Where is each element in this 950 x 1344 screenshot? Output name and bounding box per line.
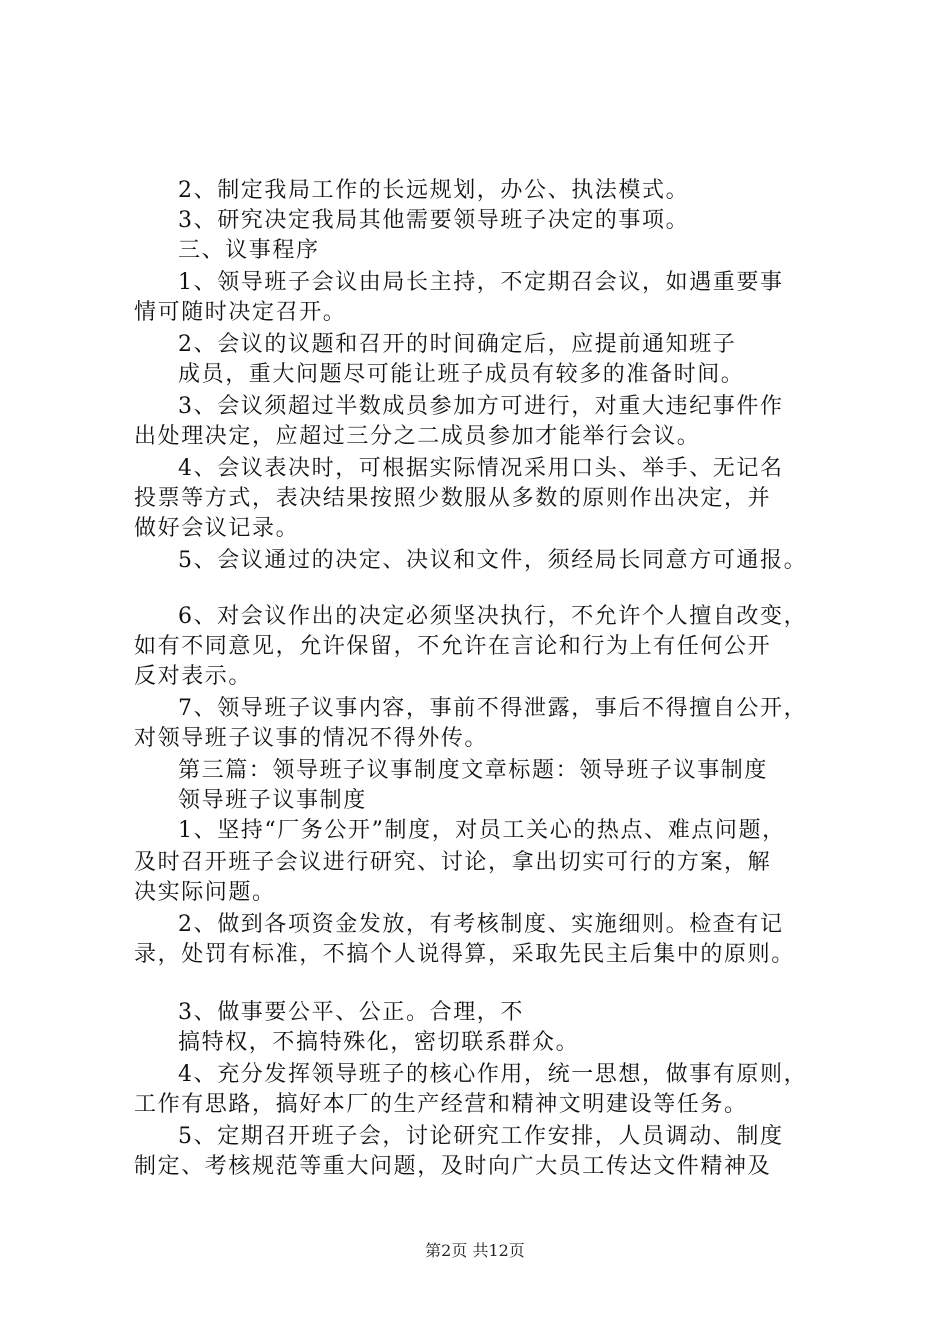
section-heading: 三、议事程序 <box>178 238 320 263</box>
text-line: 反对表示。 <box>134 664 253 689</box>
text-line: 3、会议须超过半数成员参加方可进行，对重大违纪事件作 <box>178 394 784 419</box>
text-line: 5、定期召开班子会，讨论研究工作安排，人员调动、制度 <box>178 1124 784 1149</box>
text-line: 6、对会议作出的决定必须坚决执行，不允许个人擅自改变， <box>178 604 808 629</box>
text-line: 1、坚持“厂务公开”制度，对员工关心的热点、难点问题， <box>178 818 786 843</box>
text-line: 情可随时决定召开。 <box>134 300 347 325</box>
text-line: 工作有思路，搞好本厂的生产经营和精神文明建设等任务。 <box>134 1092 748 1117</box>
text-line: 2、会议的议题和召开的时间确定后，应提前通知班子 <box>178 332 737 357</box>
text-line: 投票等方式，表决结果按照少数服从多数的原则作出决定，并 <box>134 486 772 511</box>
text-line: 4、会议表决时，可根据实际情况采用口头、举手、无记名 <box>178 456 784 481</box>
article-title: 第三篇：领导班子议事制度文章标题：领导班子议事制度 <box>178 758 769 783</box>
text-line: 及时召开班子会议进行研究、讨论，拿出切实可行的方案，解 <box>134 850 772 875</box>
text-line: 搞特权，不搞特殊化，密切联系群众。 <box>178 1030 580 1055</box>
text-line: 出处理决定，应超过三分之二成员参加才能举行会议。 <box>134 424 701 449</box>
text-line: 决实际问题。 <box>134 880 276 905</box>
text-line: 2、做到各项资金发放，有考核制度、实施细则。检查有记 <box>178 912 784 937</box>
text-line: 对领导班子议事的情况不得外传。 <box>134 726 489 751</box>
text-line: 如有不同意见，允许保留，不允许在言论和行为上有任何公开 <box>134 634 772 659</box>
page-number-footer: 第2页 共12页 <box>425 1241 525 1260</box>
text-line: 3、做事要公平、公正。合理，不 <box>178 1000 524 1025</box>
text-line: 录，处罚有标准，不搞个人说得算，采取先民主后集中的原则。 <box>134 942 795 967</box>
text-line: 成员，重大问题尽可能让班子成员有较多的准备时间。 <box>178 362 745 387</box>
article-subtitle: 领导班子议事制度 <box>178 788 367 813</box>
text-line: 3、研究决定我局其他需要领导班子决定的事项。 <box>178 208 690 233</box>
text-line: 7、领导班子议事内容，事前不得泄露，事后不得擅自公开， <box>178 696 808 721</box>
text-line: 5、会议通过的决定、决议和文件，须经局长同意方可通报。 <box>178 548 808 573</box>
text-line: 做好会议记录。 <box>134 516 300 541</box>
text-line: 制定、考核规范等重大问题，及时向广大员工传达文件精神及 <box>134 1154 772 1179</box>
text-line: 1、领导班子会议由局长主持，不定期召会议，如遇重要事 <box>178 270 784 295</box>
text-line: 2、制定我局工作的长远规划，办公、执法模式。 <box>178 178 690 203</box>
text-line: 4、充分发挥领导班子的核心作用，统一思想，做事有原则， <box>178 1062 808 1087</box>
